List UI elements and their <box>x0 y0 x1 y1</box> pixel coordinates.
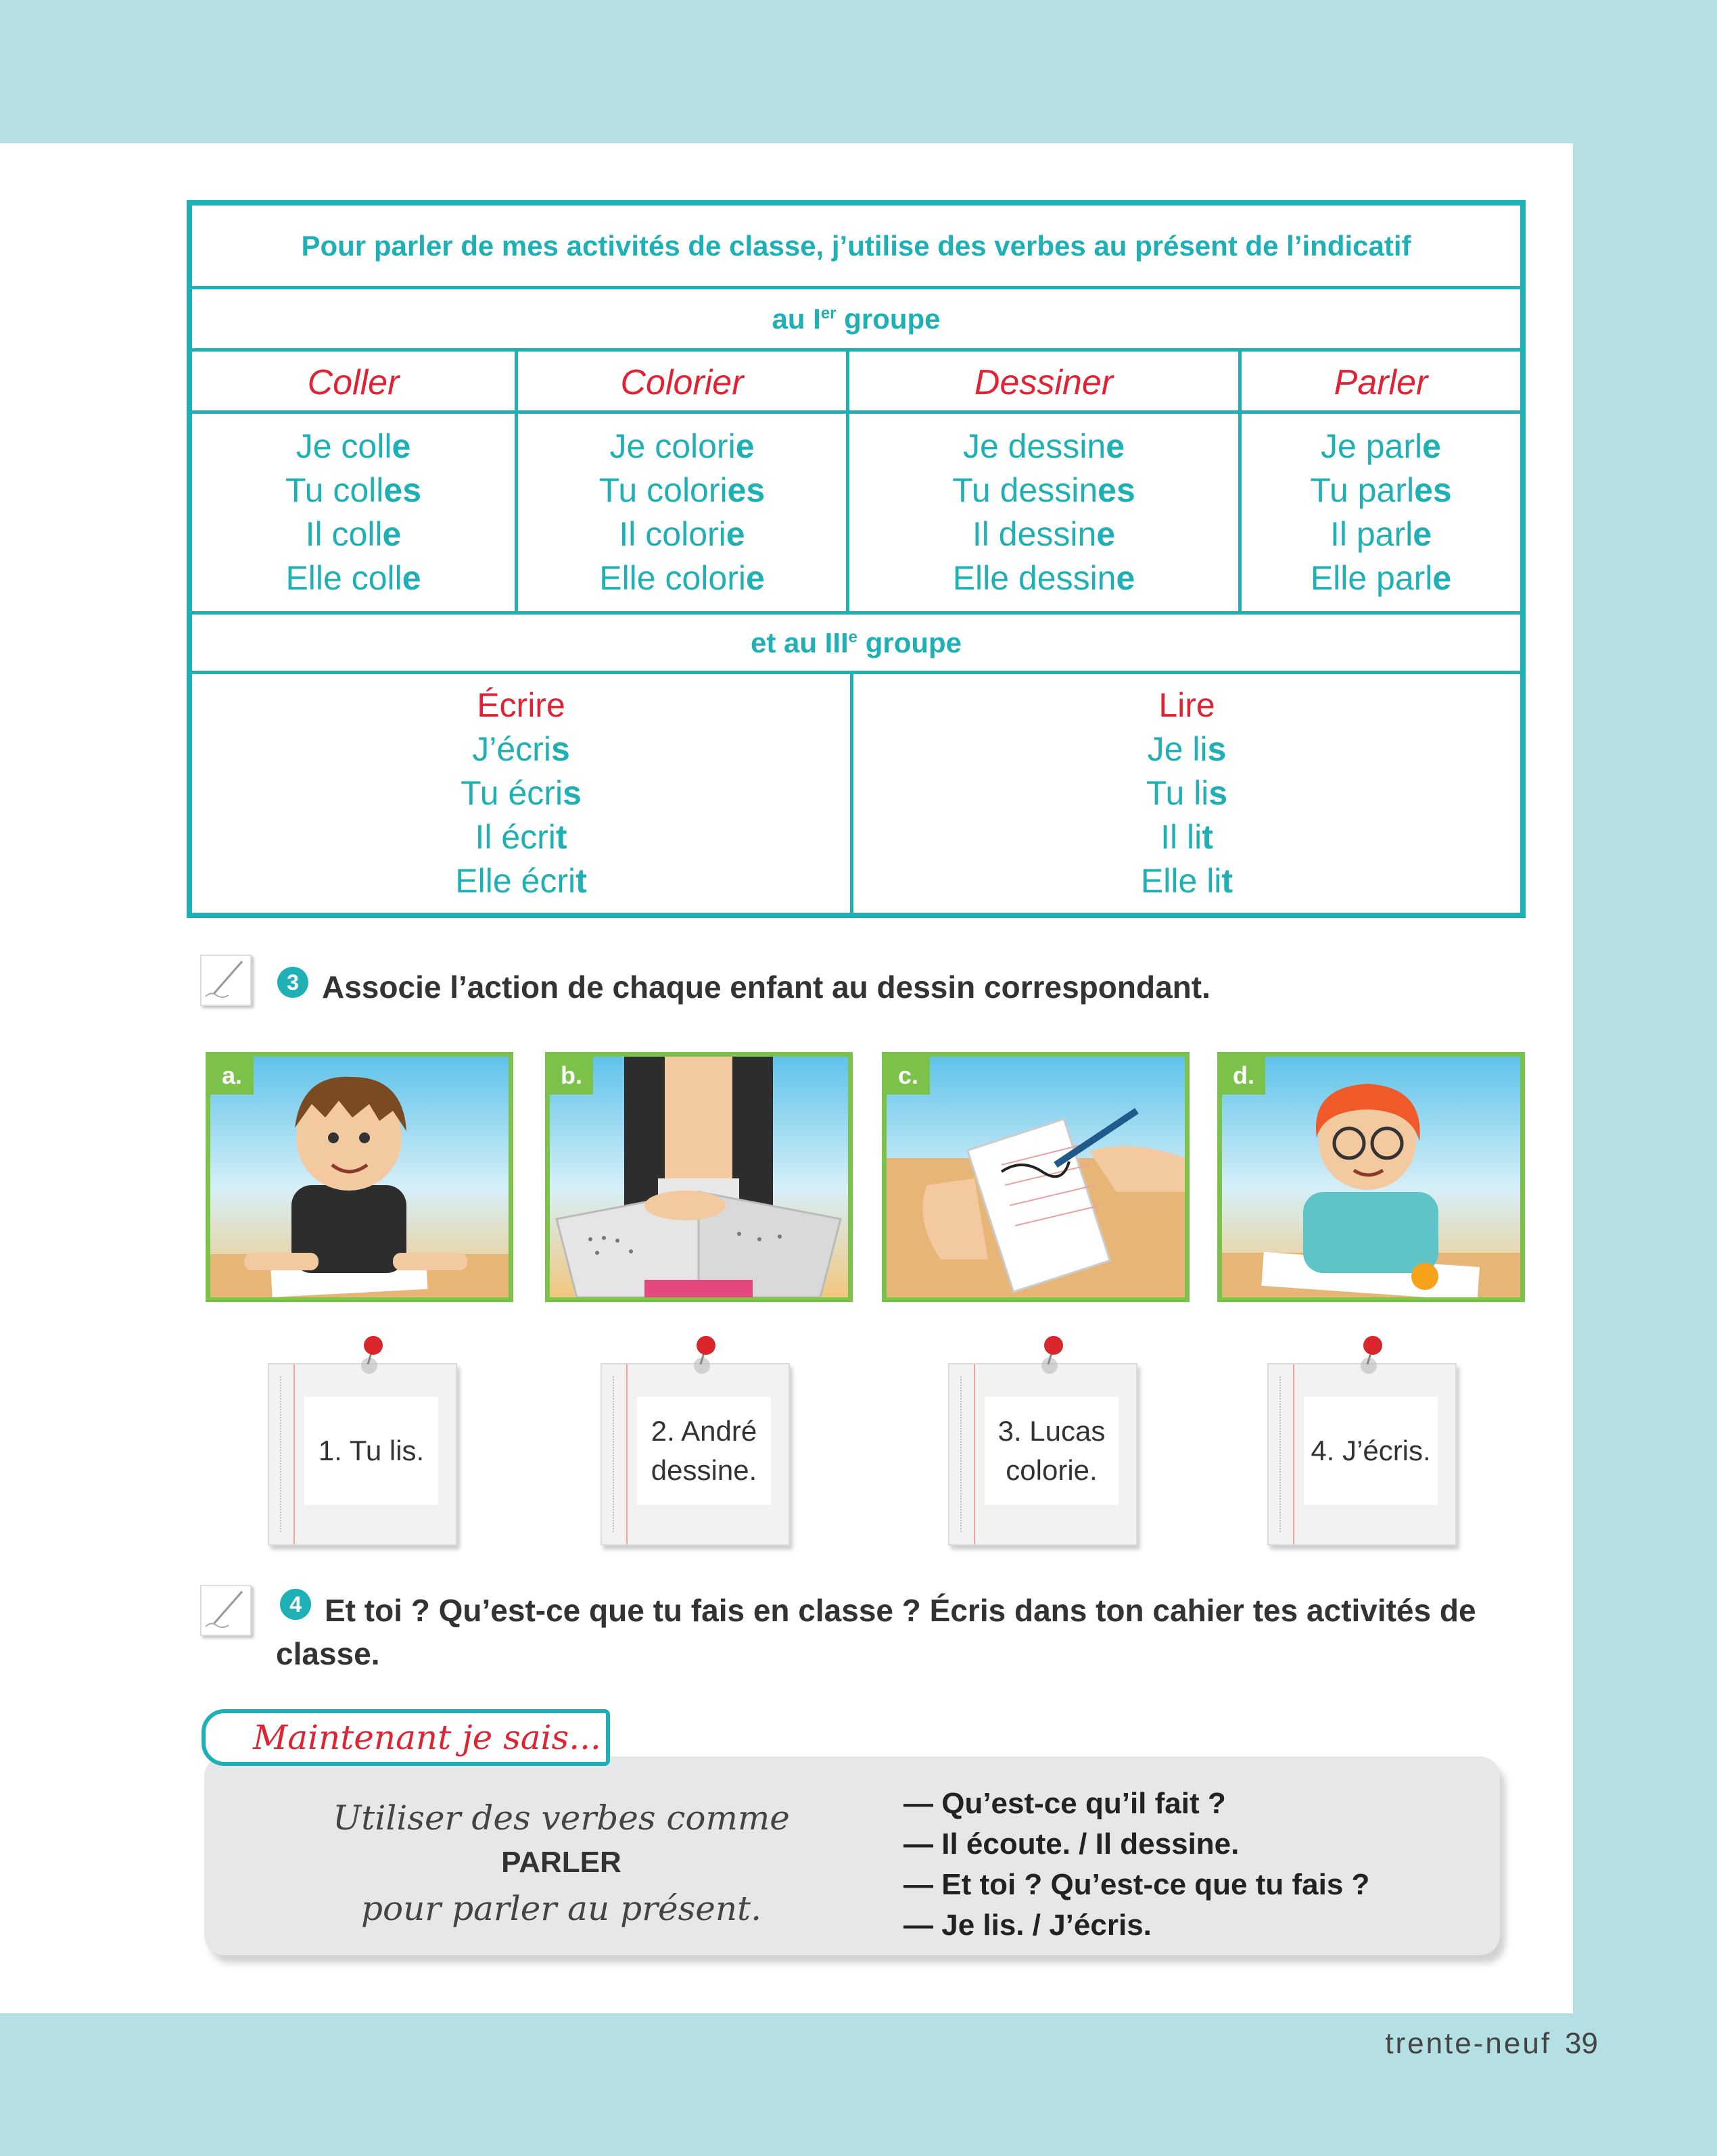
verb-infinitive: Coller <box>307 363 400 402</box>
exercise3-instruction: Associe l’action de chaque enfant au dessin correspondant. <box>322 969 1210 1005</box>
boy-drawing-image[interactable] <box>206 1052 513 1302</box>
margin-line <box>626 1364 628 1544</box>
conjugation-dessiner <box>849 414 1242 611</box>
page-word: trente-neuf <box>1385 2027 1552 2060</box>
notebook-holes <box>613 1376 622 1532</box>
note-text: 4. J’écris. <box>1304 1397 1438 1505</box>
conj-line: Je lis <box>1147 730 1227 768</box>
group3-row <box>192 615 1520 674</box>
conj-line: Je dessine <box>962 427 1125 465</box>
pencil-icon <box>200 1585 252 1636</box>
conj-line: Je colorie <box>609 427 755 465</box>
conj-line: Il écrit <box>475 818 567 856</box>
dialog-line: — Qu’est-ce qu’il fait ? <box>903 1787 1226 1820</box>
table-title-row <box>192 206 1520 289</box>
conj-line: Elle écrit <box>455 862 587 900</box>
conj-line: Il dessine <box>972 515 1116 553</box>
summary-tab: Maintenant je sais... <box>202 1709 610 1766</box>
conjugation-table <box>187 200 1526 918</box>
conjugation-lire <box>853 674 1520 913</box>
summary-line-1: Utiliser des verbes comme <box>333 1798 790 1838</box>
conj-line: Elle lit <box>1140 862 1233 900</box>
picture-label: a. <box>210 1057 254 1095</box>
conjugation-ecrire <box>192 674 853 913</box>
notebook-holes <box>960 1376 970 1532</box>
group1-row <box>192 289 1520 352</box>
dialog-line: — Il écoute. / Il dessine. <box>903 1827 1240 1861</box>
verb-header-colorier <box>518 352 849 414</box>
page-number: 39 <box>1565 2027 1598 2060</box>
pencil-icon <box>200 955 252 1006</box>
conj-line: Elle colorie <box>599 559 765 597</box>
verb-header-coller <box>192 352 518 414</box>
pushpin-icon <box>1344 1333 1398 1401</box>
note-text: 3. Lucas colorie. <box>985 1397 1119 1505</box>
group3-heading: et au IIIe groupe <box>750 626 962 658</box>
page-footer <box>1385 2027 1598 2061</box>
verb-header-parler <box>1242 352 1520 414</box>
conjugation-colorier <box>518 414 849 611</box>
dialog-line: — Et toi ? Qu’est-ce que tu fais ? <box>903 1868 1370 1901</box>
note-text: 1. Tu lis. <box>304 1397 438 1505</box>
exercise4-instruction: Et toi ? Qu’est-ce que tu fais en classe ? Écris dans ton cahier tes activités de classe. <box>276 1593 1476 1671</box>
picture-label: b. <box>550 1057 593 1095</box>
verb-infinitive: Lire <box>1158 686 1215 724</box>
conj-line: Tu parles <box>1310 471 1452 509</box>
conj-line: Il colle <box>305 515 402 553</box>
group1-heading: au Ier groupe <box>772 302 941 335</box>
summary-verb: PARLER <box>501 1846 621 1879</box>
picture-label: d. <box>1222 1057 1265 1095</box>
conj-line: Tu écris <box>461 774 582 812</box>
dialog-line: — Je lis. / J’écris. <box>903 1909 1152 1942</box>
exercise-number-badge: 4 <box>280 1589 311 1620</box>
conj-line: Elle colle <box>285 559 421 597</box>
conj-line: Tu colles <box>285 471 422 509</box>
margin-line <box>1293 1364 1294 1544</box>
conj-line: Elle dessine <box>952 559 1135 597</box>
verb-infinitive: Écrire <box>477 686 565 724</box>
hand-writing-image[interactable] <box>882 1052 1190 1302</box>
note-text: 2. André dessine. <box>637 1397 771 1505</box>
conj-line: J’écris <box>472 730 570 768</box>
conj-line: Il parle <box>1330 515 1432 553</box>
verb-header-dessiner <box>849 352 1242 414</box>
exercise-number-badge: 3 <box>277 967 308 998</box>
picture-label: c. <box>887 1057 930 1095</box>
notebook-holes <box>1279 1376 1289 1532</box>
verb-infinitive: Dessiner <box>974 363 1114 402</box>
pushpin-icon <box>678 1333 732 1401</box>
boy-coloring-sun-image[interactable] <box>1217 1052 1525 1302</box>
verb-infinitive: Colorier <box>620 363 744 402</box>
pushpin-icon <box>1025 1333 1079 1401</box>
margin-line <box>974 1364 975 1544</box>
summary-dialog <box>903 1783 1369 1946</box>
conj-line: Elle parle <box>1310 559 1452 597</box>
conj-line: Tu lis <box>1146 774 1228 812</box>
conj-line: Tu dessines <box>952 471 1135 509</box>
conjugation-coller <box>192 414 518 611</box>
pushpin-icon <box>345 1333 399 1401</box>
summary-line-3: pour parler au présent. <box>360 1889 762 1928</box>
conj-line: Il lit <box>1160 818 1213 856</box>
notebook-holes <box>280 1376 289 1532</box>
margin-line <box>293 1364 295 1544</box>
conj-line: Tu colories <box>598 471 766 509</box>
conjugation-parler <box>1242 414 1520 611</box>
braille-reading-image[interactable] <box>545 1052 853 1302</box>
conj-line: Il colorie <box>619 515 745 553</box>
conj-line: Je parle <box>1321 427 1441 465</box>
conj-line: Je colle <box>296 427 411 465</box>
table-title: Pour parler de mes activités de classe, j’utilise des verbes au présent de l’indicatif <box>301 229 1411 262</box>
verb-infinitive: Parler <box>1334 363 1428 402</box>
